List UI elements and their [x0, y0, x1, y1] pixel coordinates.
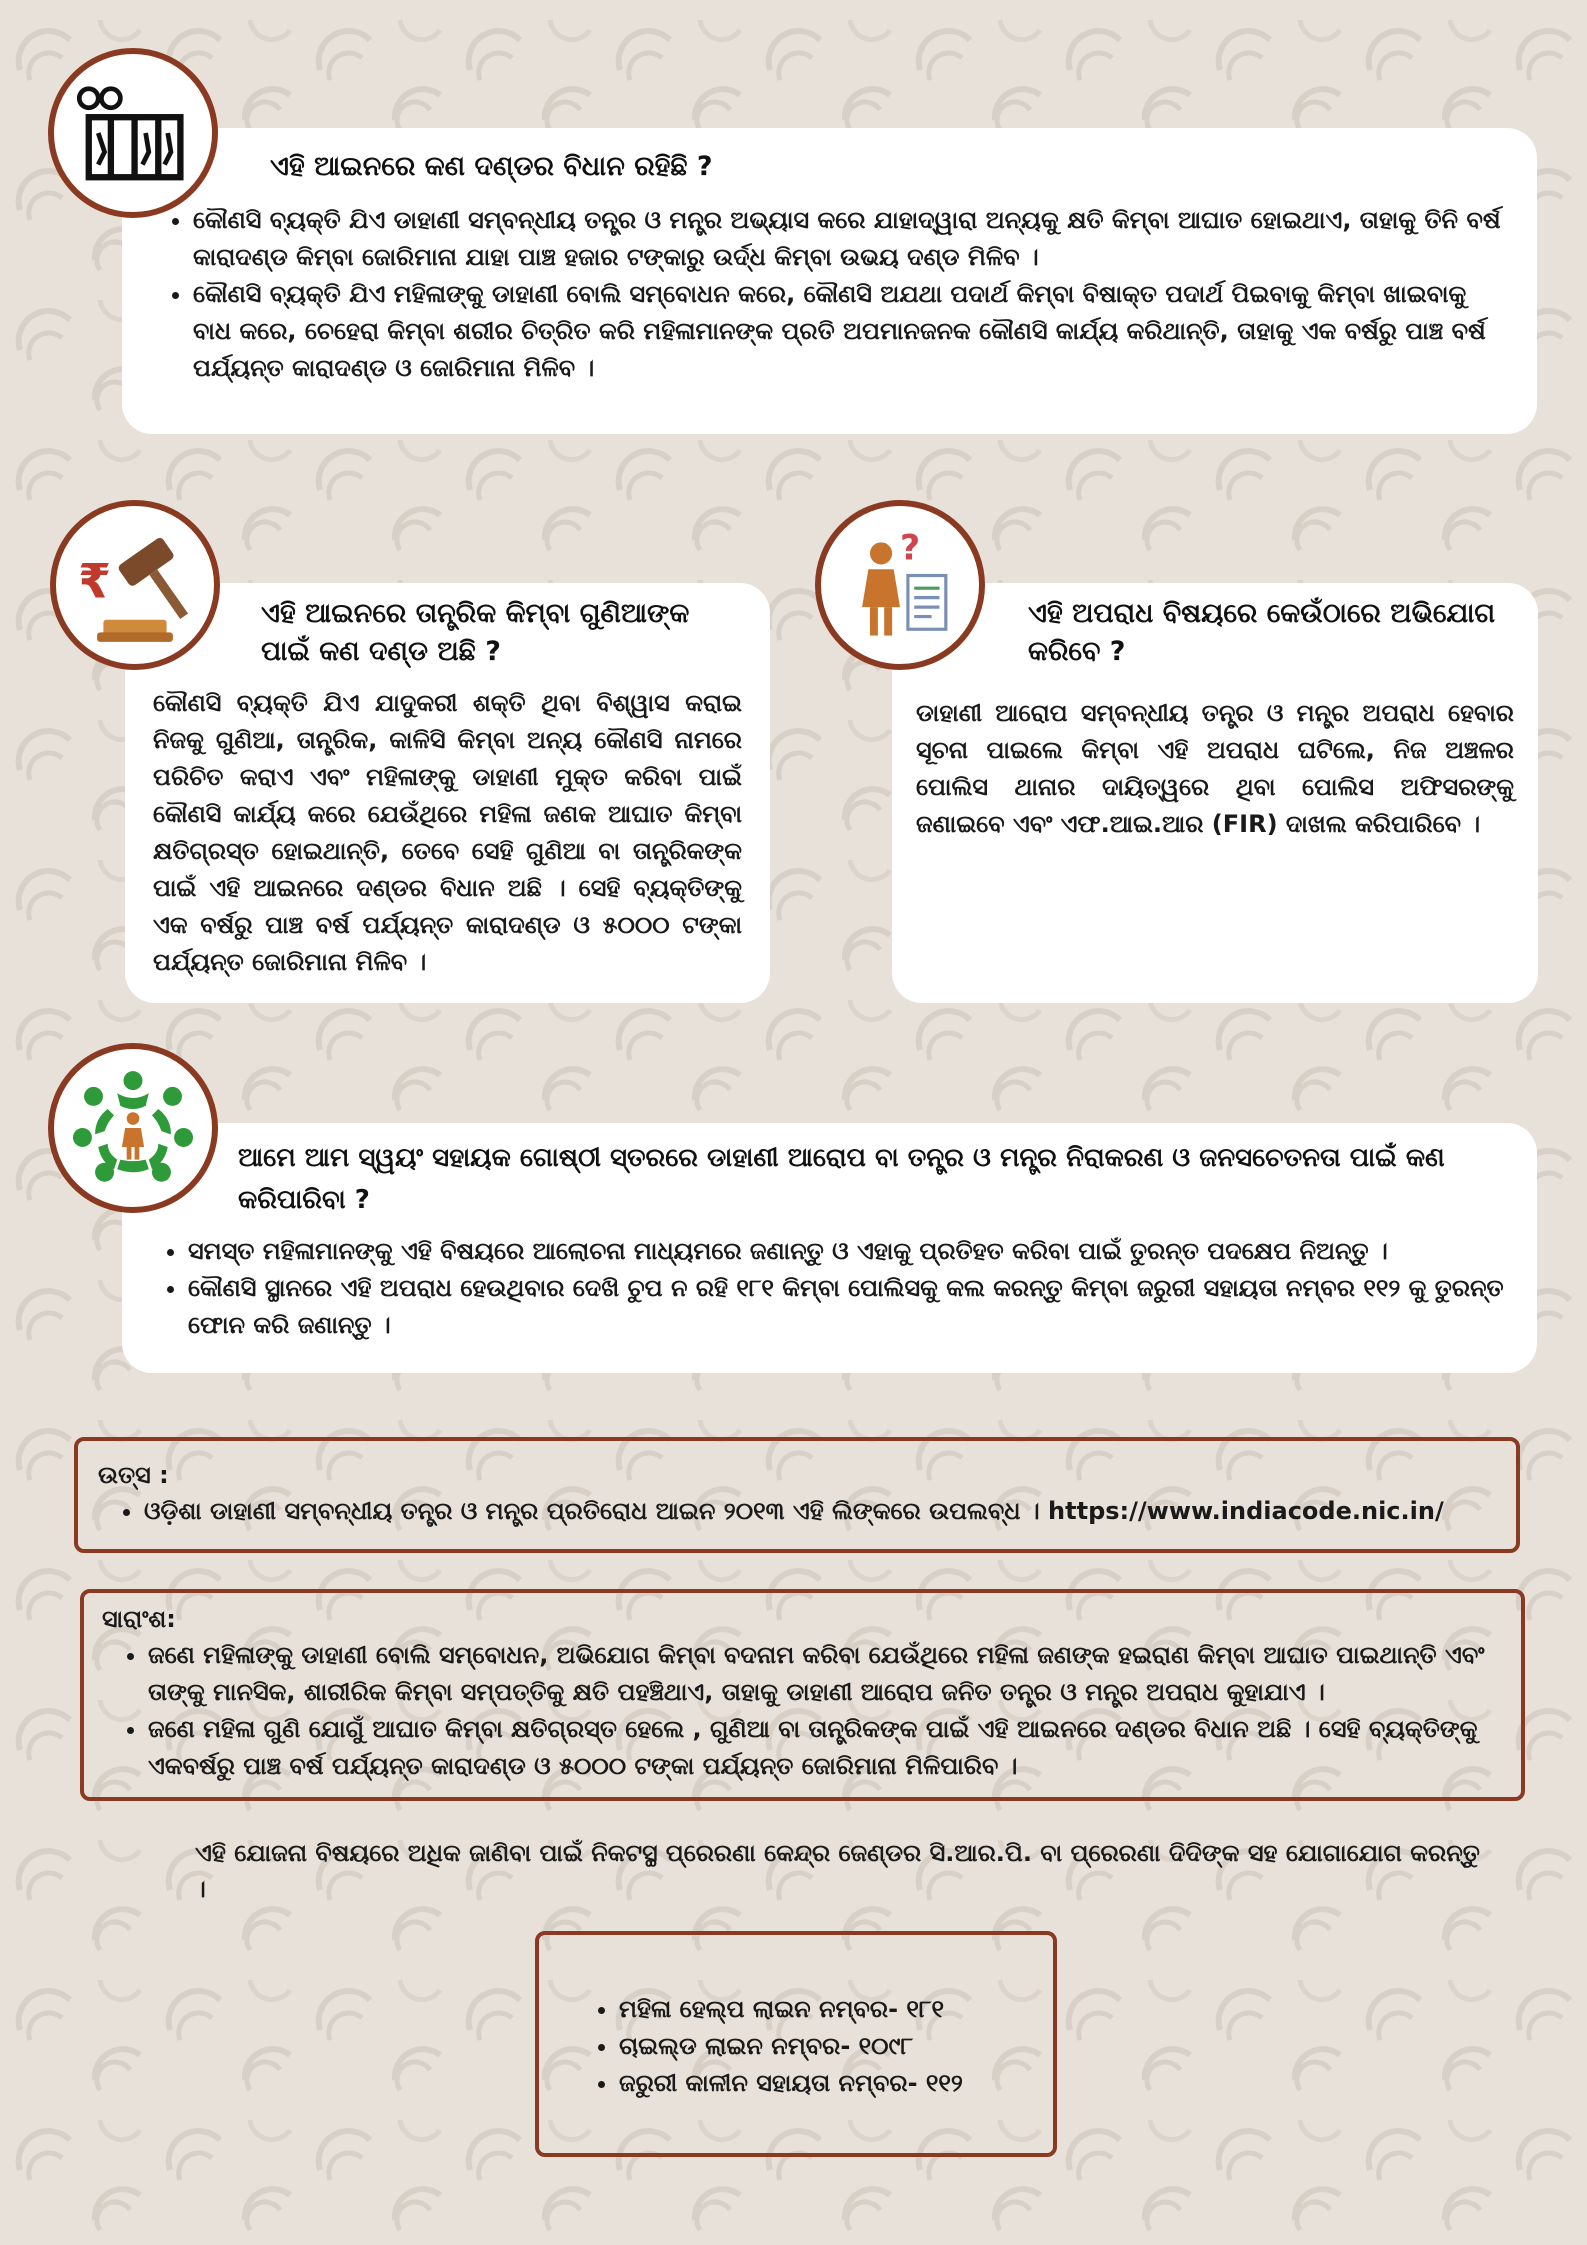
list-item: • ଓଡ଼ିଶା ଡାହାଣୀ ସମ୍ବନ୍ଧୀୟ ତନ୍ତ୍ର ଓ ମନ୍ତ୍ର ପ୍ରତିରୋଧ ଆଇନ ୨୦୧୩ ଏହି ଲିଙ୍କରେ ଉପଲବ୍ଧ । https://www.indiacode.nic.in/ [144, 1493, 1496, 1530]
list-item: • ଜରୁରୀ କାଳୀନ ସହାୟତା ନମ୍ବର- ୧୧୨ [619, 2065, 1033, 2102]
tantrik-penalty-card [125, 583, 770, 1003]
helpline-box [535, 1931, 1057, 2157]
contact-note: ଏହି ଯୋଜନା ବିଷୟରେ ଅଧିକ ଜାଣିବା ପାଇଁ ନିକଟସ୍ଥ ପ୍ରେରଣା କେନ୍ଦ୍ର ଜେଣ୍ଡର ସି.ଆର.ପି. ବା ପ୍ରେରଣା ଦିଦିଙ୍କ ସହ ଯୋଗାଯୋଗ କରନ୍ତୁ । [195, 1839, 1480, 1903]
list-item: • କୌଣସି ବ୍ୟକ୍ତି ଯିଏ ଡାହାଣୀ ସମ୍ବନ୍ଧୀୟ ତନ୍ତ୍ର ଓ ମନ୍ତ୍ର ଅଭ୍ୟାସ କରେ ଯାହାଦ୍ୱାରା ଅନ୍ୟକୁ କ୍ଷତି କିମ୍ବା ଆଘାତ ହୋଇଥାଏ, ତାହାକୁ ତିନି ବର୍ଷ କାରାଦଣ୍ଡ କିମ୍ବା ଜୋରିମାନା ଯାହା ପାଞ୍ଚ ହଜାର ଟଙ୍କାରୁ ଉର୍ଦ୍ଧ କିମ୍ବା ଉଭୟ ଦଣ୍ଡ ମିଳିବ । [193, 202, 1507, 276]
list-item: • କୌଣସି ବ୍ୟକ୍ତି ଯିଏ ମହିଳାଙ୍କୁ ଡାହାଣୀ ବୋଲି ସମ୍ବୋଧନ କରେ, କୌଣସି ଅଯଥା ପଦାର୍ଥ କିମ୍ବା ବିଷାକ୍ତ ପଦାର୍ଥ ପିଇବାକୁ କିମ୍ବା ଖାଇବାକୁ ବାଧ କରେ, ଚେହେରା କିମ୍ବା ଶରୀର ଚିତ୍ରିତ କରି ମହିଳାମାନଙ୍କ ପ୍ରତି ଅପମାନଜନକ କୌଣସି କାର୍ଯ୍ୟ କରିଥାନ୍ତି, ତାହାକୁ ଏକ ବର୍ଷରୁ ପାଞ୍ଚ ବର୍ଷ ପର୍ଯ୍ୟନ୍ତ କାରାଦଣ୍ଡ ଓ ଜୋରିମାନା ମିଳିବ । [193, 276, 1507, 387]
source-box [74, 1437, 1520, 1553]
list-item: • ମହିଳା ହେଲ୍ପ ଲାଇନ ନମ୍ବର- ୧୮୧ [619, 1991, 1033, 2028]
summary-label: ସାରାଂଶ: [102, 1605, 176, 1633]
shg-action-list [150, 1233, 1509, 1344]
penalty-card [122, 128, 1537, 434]
penalty-heading: ଏହି ଆଇନରେ କଣ ଦଣ୍ଡର ବିଧାନ ରହିଛି ? [270, 151, 713, 182]
summary-box [80, 1589, 1525, 1801]
svg-text:?: ? [900, 528, 921, 569]
tantrik-penalty-heading: ଏହି ଆଇନରେ ତାନ୍ତ୍ରିକ କିମ୍ବା ଗୁଣିଆଙ୍କ ପାଇଁ କଣ ଦଣ୍ଡ ଅଛି ? [261, 598, 690, 667]
complaint-card [892, 583, 1538, 1003]
complaint-heading: ଏହି ଅପରାଧ ବିଷୟରେ କେଉଁଠାରେ ଅଭିଯୋଗ କରିବେ ? [1028, 598, 1496, 667]
shg-action-heading: ଆମେ ଆମ ସ୍ୱୟଂ ସହାୟକ ଗୋଷ୍ଠୀ ସ୍ତରରେ ଡାହାଣୀ ଆରୋପ ବା ତନ୍ତ୍ର ଓ ମନ୍ତ୍ର ନିରାକରଣ ଓ ଜନସଚେତନତା ପାଇଁ କଣ କରିପାରିବା ? [238, 1143, 1445, 1215]
source-list [98, 1493, 1496, 1530]
shg-action-card [122, 1123, 1537, 1373]
list-item: • ସମସ୍ତ ମହିଳାମାନଙ୍କୁ ଏହି ବିଷୟରେ ଆଲୋଚନା ମାଧ୍ୟମରେ ଜଣାନ୍ତୁ ଓ ଏହାକୁ ପ୍ରତିହତ କରିବା ପାଇଁ ତୁରନ୍ତ ପଦକ୍ଷେପ ନିଅନ୍ତୁ । [188, 1233, 1509, 1270]
helpline-list [559, 1991, 1033, 2102]
summary-list [102, 1637, 1503, 1785]
tantrik-penalty-body: କୌଣସି ବ୍ୟକ୍ତି ଯିଏ ଯାଦୁକରୀ ଶକ୍ତି ଥିବା ବିଶ୍ୱାସ କରାଇ ନିଜକୁ ଗୁଣିଆ, ତାନ୍ତ୍ରିକ, କାଳିସି କିମ୍ବା ଅନ୍ୟ କୌଣସି ନାମରେ ପରିଚିତ କରାଏ ଏବଂ ମହିଳାଙ୍କୁ ଡାହାଣୀ ମୁକ୍ତ କରିବା ପାଇଁ କୌଣସି କାର୍ଯ୍ୟ କରେ ଯେଉଁଥିରେ ମହିଳା ଜଣକ ଆଘାତ କିମ୍ବା କ୍ଷତିଗ୍ରସ୍ତ ହୋଇଥାନ୍ତି, ତେବେ ସେହି ଗୁଣିଆ ବା ତାନ୍ତ୍ରିକଙ୍କ ପାଇଁ ଏହି ଆଇନରେ ଦଣ୍ଡର ବିଧାନ ଅଛି । ସେହି ବ୍ୟକ୍ତିଙ୍କୁ ଏକ ବର୍ଷରୁ ପାଞ୍ଚ ବର୍ଷ ପର୍ଯ୍ୟନ୍ତ କାରାଦଣ୍ଡ ଓ ୫୦୦୦ ଟଙ୍କା ପର୍ଯ୍ୟନ୍ତ ଜୋରିମାନା ମିଳିବ । [153, 689, 742, 976]
list-item: • ଜଣେ ମହିଳାଙ୍କୁ ଡାହାଣୀ ବୋଲି ସମ୍ବୋଧନ, ଅଭିଯୋଗ କିମ୍ବା ବଦନାମ କରିବା ଯେଉଁଥିରେ ମହିଳା ଜଣଙ୍କ ହଇରାଣ କିମ୍ବା ଆଘାତ ପାଇଥାନ୍ତି ଏବଂ ତାଙ୍କୁ ମାନସିକ, ଶାରୀରିକ କିମ୍ବା ସମ୍ପତ୍ତିକୁ କ୍ଷତି ପହଞ୍ଚିଥାଏ, ତାହାକୁ ଡାହାଣୀ ଆରୋପ ଜନିତ ତନ୍ତ୍ର ଓ ମନ୍ତ୍ର ଅପରାଧ କୁହାଯାଏ । [148, 1637, 1503, 1711]
svg-text:₹: ₹ [78, 554, 112, 610]
gavel-rupee-icon [50, 500, 220, 670]
penalty-list [155, 202, 1507, 387]
self-help-group-icon [48, 1043, 218, 1213]
handcuffs-jail-icon [48, 48, 218, 218]
list-item: • ଚାଇଲ୍ଡ ଲାଇନ ନମ୍ବର- ୧୦୯୮ [619, 2028, 1033, 2065]
list-item: • କୌଣସି ସ୍ଥାନରେ ଏହି ଅପରାଧ ହେଉଥିବାର ଦେଖି ଚୁପ ନ ରହି ୧୮୧ କିମ୍ବା ପୋଲିସକୁ କଲ କରନ୍ତୁ କିମ୍ବା ଜରୁରୀ ସହାୟତା ନମ୍ବର ୧୧୨ କୁ ତୁରନ୍ତ ଫୋନ କରି ଜଣାନ୍ତୁ । [188, 1270, 1509, 1344]
list-item: • ଜଣେ ମହିଳା ଗୁଣି ଯୋଗୁଁ ଆଘାତ କିମ୍ବା କ୍ଷତିଗ୍ରସ୍ତ ହେଲେ , ଗୁଣିଆ ବା ତାନ୍ତ୍ରିକଙ୍କ ପାଇଁ ଏହି ଆଇନରେ ଦଣ୍ଡର ବିଧାନ ଅଛି । ସେହି ବ୍ୟକ୍ତିଙ୍କୁ ଏକବର୍ଷରୁ ପାଞ୍ଚ ବର୍ଷ ପର୍ଯ୍ୟନ୍ତ କାରାଦଣ୍ଡ ଓ ୫୦୦୦ ଟଙ୍କା ପର୍ଯ୍ୟନ୍ତ ଜୋରିମାନା ମିଳିପାରିବ । [148, 1711, 1503, 1785]
woman-complaint-icon [815, 500, 985, 670]
complaint-body: ଡାହାଣୀ ଆରୋପ ସମ୍ବନ୍ଧୀୟ ତନ୍ତ୍ର ଓ ମନ୍ତ୍ର ଅପରାଧ ହେବାର ସୂଚନା ପାଇଲେ କିମ୍ବା ଏହି ଅପରାଧ ଘଟିଲେ, ନିଜ ଅଞ୍ଚଳର ପୋଲିସ ଥାନାର ଦାୟିତ୍ୱରେ ଥିବା ପୋଲିସ ଅଫିସରଙ୍କୁ ଜଣାଇବେ ଏବଂ ଏଫ.ଆଇ.ଆର (FIR) ଦାଖଲ କରିପାରିବେ । [916, 699, 1514, 838]
source-label: ଉତ୍ସ : [98, 1461, 169, 1489]
